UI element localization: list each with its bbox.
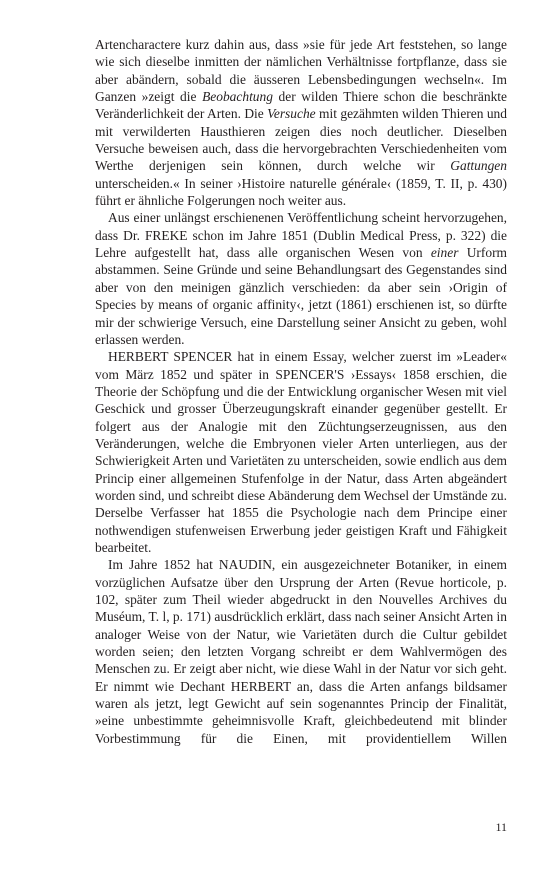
- text-run: der wilden Thiere schon die beschränkte Veränderlichkeit der Arten. Die: [95, 89, 507, 122]
- paragraph: [95, 209, 507, 348]
- text-run: Im Jahre 1852 hat NAUDIN, ein ausgezeichneter Botaniker, in einem vorzüglichen Aufsatze über den Ursprung der Arten (Revue horticole, p. 102, später zum Theil wieder abgedruckt in den Nouvelles Archives du Muséum, T. l, p. 171) ausdrücklich erklärt, dass nach seiner Ansicht Arten in analoger Weise von der Natur, wie Varietäten durch die Cultur gebildet worden seien; den letzten Vorgang schreibt er dem Wahlvermögen des Menschen zu. Er zeigt aber nicht, wie diese Wahl in der Natur vor sich geht. Er nimmt wie Dechant HERBERT an, dass die Arten anfangs bildsamer waren als jetzt, legt Gewicht auf sein sogenanntes Princip der Finalität, »eine unbestimmte geheimnisvolle Kraft, gleichbedeutend mit blinder Vorbestimmung für die Einen, mit providentiellem Willen: [95, 557, 507, 746]
- paragraph: [95, 348, 507, 556]
- text-run: unterscheiden.« In seiner ›Histoire naturelle générale‹ (1859, T. II, p. 430) führt er ähnliche Folgerungen noch weiter aus.: [95, 175, 507, 209]
- page-number: 11: [495, 820, 507, 834]
- paragraph: [95, 36, 507, 209]
- italic-text: Gattungen: [450, 158, 507, 174]
- italic-text: Beobachtung: [202, 89, 273, 105]
- text-run: Artencharactere kurz dahin aus, dass »sie für jede Art feststehen, so lange wie sich dieselbe inmitten der nämlichen Verhältnisse fortpflanze, dass sie aber abändern, sobald die äusseren Lebensbedingungen wechseln«. Im Ganzen »zeigt die: [95, 37, 507, 105]
- text-run: Urform abstammen. Seine Gründe und seine Behandlungsart des Gegenstandes sind aber von den meinigen gänzlich verschieden: da aber sein ›Origin of Species by means of organic affinity‹, jetzt (1861) erschienen ist, so dürfte mir der schwierige Versuch, eine Darstellung seiner Ansicht zu geben, wohl erlassen werden.: [95, 245, 508, 347]
- text-run: HERBERT SPENCER hat in einem Essay, welcher zuerst im »Leader« vom März 1852 und später in SPENCER'S ›Essays‹ 1858 erschien, die Theorie der Schöpfung und die der Entwicklung organischer Wesen mit viel Geschick und grosser Überzeugungskraft einander gegenüber gestellt. Er folgert aus der Analogie mit den Züchtungserzeugnissen, aus den Veränderungen, welche die Embryonen vieler Arten unterliegen, aus der Schwierigkeit Arten und Varietäten zu unterscheiden, sowie endlich aus dem Princip einer allgemeinen Stufenfolge in der Natur, dass Arten abgeändert worden sind, und schreibt diese Abänderung dem Wechsel der Umstände zu. Derselbe Verfasser hat 1855 die Psychologie nach dem Principe einer nothwendigen stufenweisen Erwerbung jeder geistigen Kraft und Fähigkeit bearbeitet.: [95, 349, 507, 555]
- italic-text: einer: [430, 245, 459, 261]
- body-text: [95, 36, 507, 747]
- italic-text: Versuche: [267, 106, 316, 122]
- text-run: Aus einer unlängst erschienenen Veröffentlichung scheint hervorzugehen, dass Dr. FREKE schon im Jahre 1851 (Dublin Medical Press, p. 322) die Lehre aufgestellt hat, dass alle organischen Wesen von: [95, 210, 507, 261]
- text-run: mit gezähmten wilden Thieren und mit verwilderten Hausthieren zeigen dies noch deutlicher. Dieselben Versuche beweisen auch, dass die hervorgebrachten Verschiedenheiten vom Werthe derjenigen sein können, durch welche wir: [95, 106, 507, 174]
- paragraph: [95, 556, 507, 747]
